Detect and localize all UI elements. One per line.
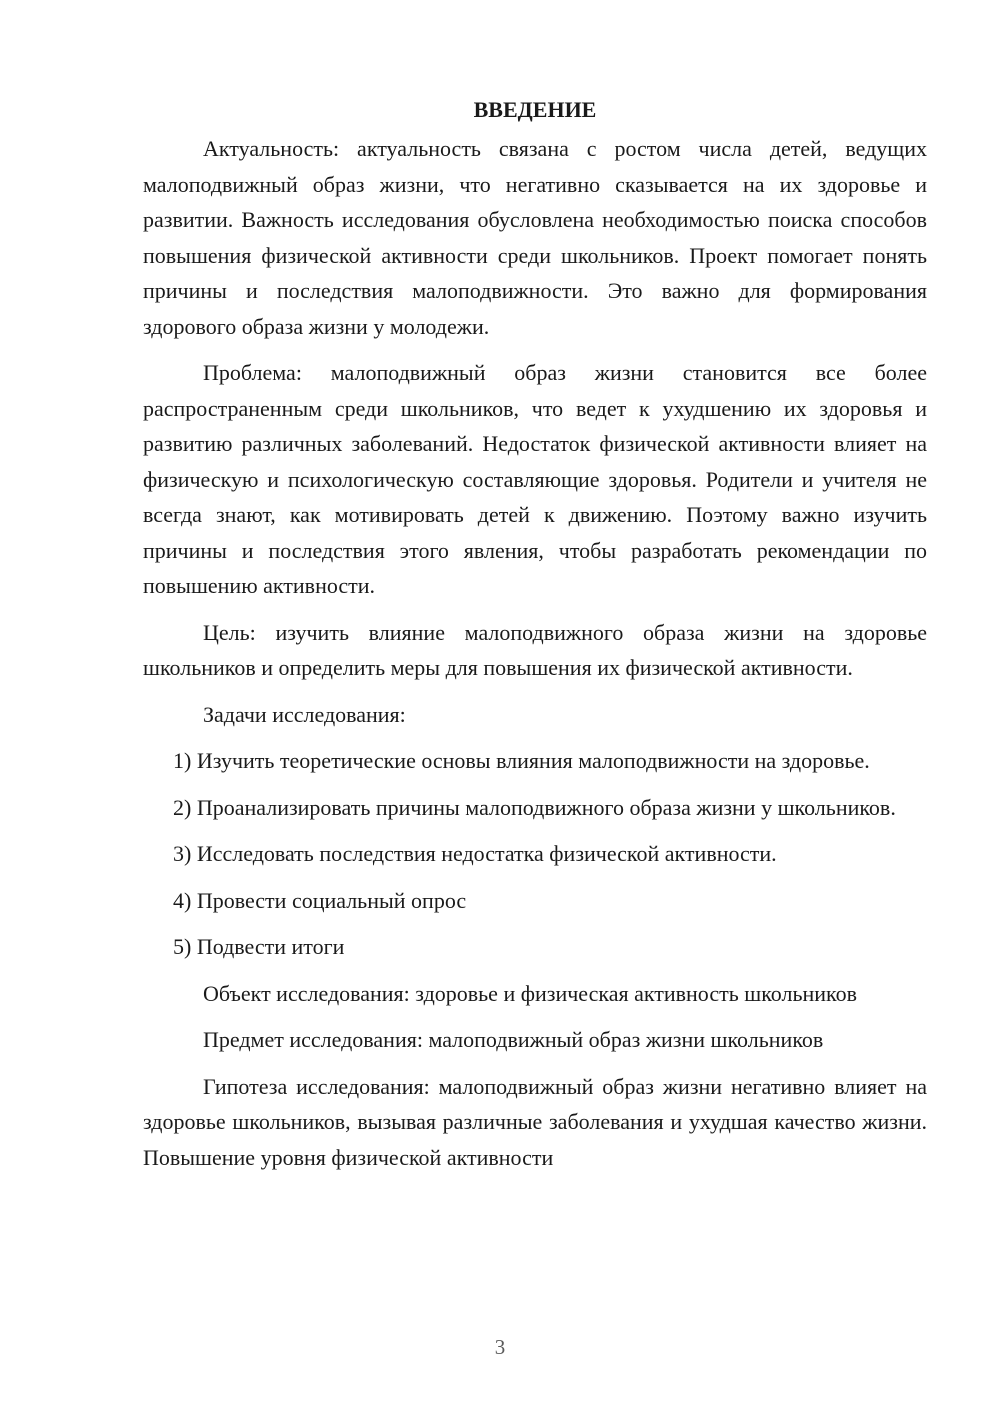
paragraph-object: Объект исследования: здоровье и физическая активность школьников [203,980,858,1006]
task-item-3: 3) Исследовать последствия недостатка физической активности. [173,841,777,866]
tasks-title: Задачи исследования: [203,701,406,727]
paragraph-goal: Цель: изучить влияние малоподвижного образа жизни на здоровье школьников и определить меры для повышения их физической активности. [143,619,927,680]
task-item-2: 2) Проанализировать причины малоподвижного образа жизни у школьников. [173,794,896,820]
paragraph-hypothesis: Гипотеза исследования: малоподвижный образ жизни негативно влияет на здоровье школьников, вызывая различные заболевания и ухудшая качество жизни. Повышение уровня физической активности [143,1073,927,1170]
section-heading: ВВЕДЕНИЕ [473,97,597,122]
task-item-1: 1) Изучить теоретические основы влияния малоподвижности на здоровье. [173,748,870,773]
page-body [143,92,927,1175]
paragraph-relevance: Актуальность: актуальность связана с ростом числа детей, ведущих малоподвижный образ жизни, что негативно сказывается на их здоровье и развитии. Важность исследования обусловлена необходимостью поиска способов повышения физической активности среди школьников. Проект помогает понять причины и последствия малоподвижности. Это важно для формирования здорового образа жизни у молодежи. [143,136,927,339]
paragraph-subject: Предмет исследования: малоподвижный образ жизни школьников [203,1027,824,1052]
task-item-4: 4) Провести социальный опрос [173,887,467,913]
paragraph-problem: Проблема: малоподвижный образ жизни становится все более распространенным среди школьников, что ведет к ухудшению их здоровья и развитию различных заболеваний. Недостаток физической активности влияет на физическую и психологическую составляющие здоровья. Родители и учителя не всегда знают, как мотивировать детей к движению. Поэтому важно изучить причины и последствия этого явления, чтобы разработать рекомендации по повышению активности. [143,360,927,598]
task-item-5: 5) Подвести итоги [173,934,345,959]
page-number: 3 [494,1335,506,1359]
